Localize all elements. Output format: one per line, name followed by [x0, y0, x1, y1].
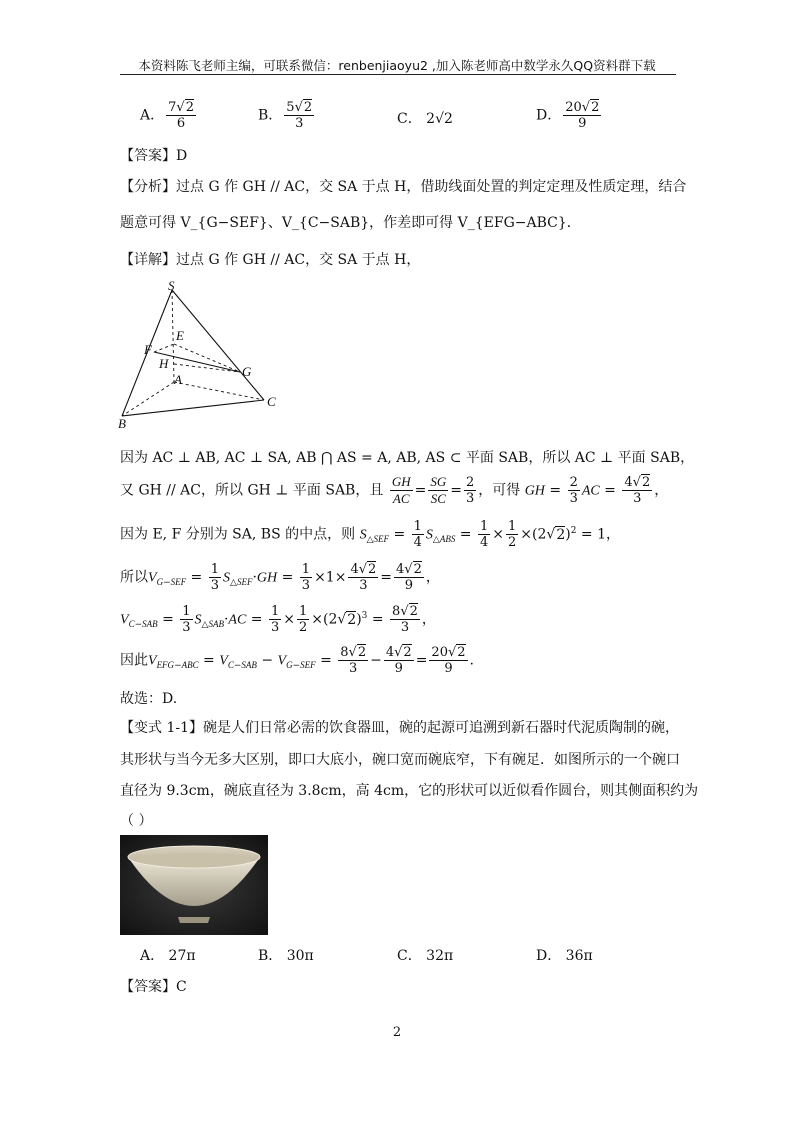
detail-line-1: 【详解】过点 G 作 GH // AC，交 SA 于点 H， [120, 252, 421, 268]
header-rule [120, 74, 676, 75]
label-s: S [168, 278, 175, 293]
proof-conclusion: 故选：D. [120, 691, 178, 707]
option-2c: C． 32π [397, 948, 454, 964]
answer-1: 【答案】D [120, 148, 188, 164]
label-g: G [242, 364, 252, 379]
pyramid-figure [114, 278, 276, 432]
option-2b: B． 30π [258, 948, 314, 964]
option-a: A． $\frac{7√2}{6}$ [140, 100, 194, 131]
option-b: B． $\frac{5√2}{3}$ [258, 100, 313, 131]
option-c: C． 2√2 [397, 111, 453, 127]
analysis-line-2: 题意可得 V_{G−SEF}、V_{C−SAB}，作差即可得 V_{EFG−ABC}． [120, 215, 581, 231]
proof-line-6: 因此$V_{EFG-ABC} = V_{C-SAB} - V_{G-SEF}$ = $\frac{8√2}{3}$ − $\frac{4√2}{9}$ = $\frac{20√2}{9}$ . [120, 645, 474, 676]
option-2d: D． 36π [536, 948, 593, 964]
proof-line-3: 因为 E, F 分别为 SA, BS 的中点，则 $S_{\triangle SEF}$ = $\frac{1}{4}$ $S_{\triangle ABS}$ = $\frac{1}{4}$ × $\frac{1}{2}$ $\times(2√2)^2 = 1$， [120, 519, 620, 550]
label-c: C [267, 394, 276, 409]
variant-line-1: 【变式 1-1】碗是人们日常必需的饮食器皿，碗的起源可追溯到新石器时代泥质陶制的碗， [120, 720, 679, 736]
page-header: 本资料陈飞老师主编，可联系微信：renbenjiaoyu2 ,加入陈老师高中数学永久QQ资料群下载 [138, 58, 656, 73]
analysis-line-1: 【分析】过点 G 作 GH // AC，交 SA 于点 H，借助线面处置的判定定理及性质定理，结合 [120, 179, 687, 195]
proof-line-2: 又 GH // AC，所以 GH ⊥ 平面 SAB，且 $\frac{GH}{AC}$ = $\frac{SG}{SC}$ = $\frac{2}{3}$ ，可得 GH = $\frac{2}{3}$ AC = $\frac{4√2}{3}$ ， [120, 474, 669, 506]
label-e: E [176, 328, 184, 343]
label-a: A [174, 372, 182, 387]
edge-sa [172, 290, 174, 382]
option-2a: A． 27π [140, 948, 196, 964]
variant-line-2: 其形状与当今无多大区别，即口大底小，碗口宽而碗底窄，下有碗足．如图所示的一个碗口 [120, 752, 680, 768]
variant-line-4: （ ） [120, 813, 153, 829]
edge-fe [154, 344, 174, 352]
edge-eg [174, 344, 240, 372]
answer-2: 【答案】C [120, 979, 187, 995]
label-b: B [118, 416, 126, 431]
label-f: F [144, 342, 152, 357]
proof-line-5: $V_{C-SAB}$ = $\frac{1}{3}$ $S_{\triangle SAB}\cdot AC$ = $\frac{1}{3}$ × $\frac{1}{2}$ $\times(2√2)^3$ = $\frac{8√2}{3}$ ， [120, 604, 436, 635]
label-h: H [159, 356, 169, 371]
option-d: D． $\frac{20√2}{9}$ [536, 100, 600, 131]
page-number: 2 [392, 1025, 402, 1040]
proof-line-4: 所以$V_{G-SEF}$ = $\frac{1}{3}$ $S_{\triangle SEF}\cdot GH$ = $\frac{1}{3}$ ×1× $\frac{4√2}{3}$ = $\frac{4√2}{9}$ ， [120, 562, 440, 593]
bowl-photo [120, 835, 268, 935]
proof-line-1: 因为 AC ⊥ AB, AC ⊥ SA, AB ⋂ AS = A, AB, AS ⊂ 平面 SAB，所以 AC ⊥ 平面 SAB， [120, 450, 695, 466]
variant-line-3: 直径为 9.3cm，碗底直径为 3.8cm，高 4cm，它的形状可以近似看作圆台，则其侧面积约为 [120, 783, 699, 799]
edge-sc [172, 290, 264, 400]
